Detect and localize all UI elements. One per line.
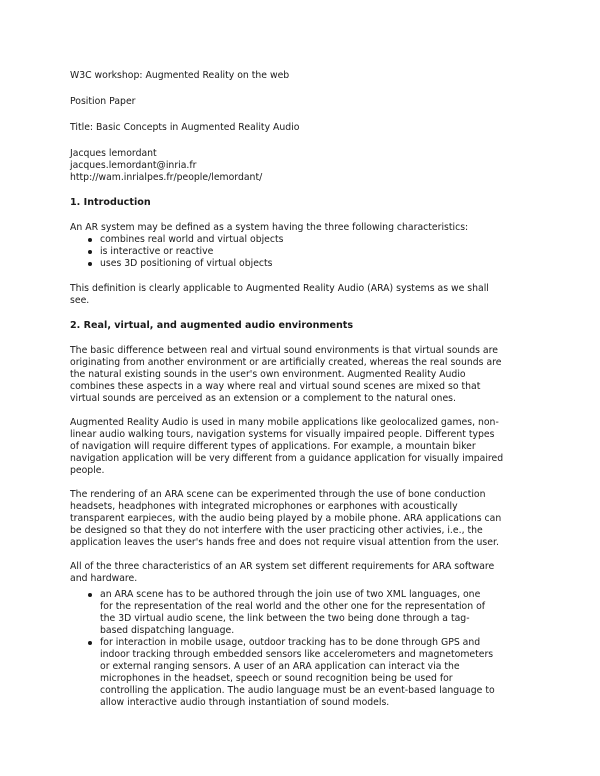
list-item — [100, 589, 540, 637]
text-line: transparent earpieces, with the audio being played by a mobile phone. ARA applications can — [70, 513, 502, 524]
list-item: uses 3D positioning of virtual objects — [100, 258, 540, 270]
text-line: All of the three characteristics of an AR system set different requirements for ARA software — [70, 561, 495, 572]
workshop-line: W3C workshop: Augmented Reality on the web — [70, 70, 290, 81]
author-url: http://wam.inrialpes.fr/people/lemordant/ — [70, 172, 263, 183]
author-name: Jacques lemordant — [70, 148, 157, 159]
text-line: navigation application will be very different from a guidance application for visually impaired — [70, 453, 504, 464]
text-line: see. — [70, 295, 90, 306]
text-line: virtual sounds are perceived as an extension or a complement to the natural ones. — [70, 393, 456, 404]
text-line: the natural existing sounds in the user's own environment. Augmented Reality Audio — [70, 369, 466, 380]
section-heading-introduction: 1. Introduction — [70, 197, 151, 208]
paragraph-environments — [70, 345, 540, 405]
list-item — [100, 637, 540, 709]
text-line: Augmented Reality Audio is used in many mobile applications like geolocalized games, non- — [70, 417, 499, 428]
section-heading-environments: 2. Real, virtual, and augmented audio environments — [70, 320, 354, 331]
text-line: headsets, headphones with integrated microphones or earphones with acoustically — [70, 501, 458, 512]
intro-lead: An AR system may be defined as a system having the three following characteristics: — [70, 222, 469, 233]
text-line: controlling the application. The audio language must be an event-based language to — [100, 685, 495, 696]
text-line: people. — [70, 465, 105, 476]
characteristics-list — [70, 234, 540, 270]
text-line: combines these aspects in a way where real and virtual sound scenes are mixed so that — [70, 381, 481, 392]
text-line: application leaves the user's hands free and does not require visual attention from the user. — [70, 537, 499, 548]
text-line: linear audio walking tours, navigation systems for visually impaired people. Different types — [70, 429, 495, 440]
paragraph-applications — [70, 417, 540, 477]
text-line: for interaction in mobile usage, outdoor tracking has to be done through GPS and — [100, 637, 481, 648]
author-email: jacques.lemordant@inria.fr — [70, 160, 197, 171]
text-line: indoor tracking through embedded sensors like accelerometers and magnetometers — [100, 649, 494, 660]
author-block — [70, 148, 540, 184]
paragraph-rendering — [70, 489, 540, 549]
text-line: an ARA scene has to be authored through the join use of two XML languages, one — [100, 589, 481, 600]
text-line: based dispatching language. — [100, 625, 235, 636]
text-line: originating from another environment or are artificially created, whereas the real sounds are — [70, 357, 502, 368]
text-line: of navigation will require different types of applications. For example, a mountain biker — [70, 441, 476, 452]
text-line: be designed so that they do not interfere with the user practicing other activies, i.e., the — [70, 525, 483, 536]
list-item: is interactive or reactive — [100, 246, 540, 258]
paper-type: Position Paper — [70, 96, 136, 107]
text-line: This definition is clearly applicable to Augmented Reality Audio (ARA) systems as we shall — [70, 283, 489, 294]
text-line: The rendering of an ARA scene can be experimented through the use of bone conduction — [70, 489, 486, 500]
text-line: for the representation of the real world and the other one for the representation of — [100, 601, 486, 612]
text-line: the 3D virtual audio scene, the link between the two being done through a tag- — [100, 613, 470, 624]
paper-title: Title: Basic Concepts in Augmented Reality Audio — [70, 122, 300, 133]
document-page — [70, 70, 540, 709]
text-line: or external ranging sensors. A user of an ARA application can interact via the — [100, 661, 460, 672]
intro-conclusion — [70, 283, 540, 307]
text-line: The basic difference between real and virtual sound environments is that virtual sounds are — [70, 345, 498, 356]
list-item: combines real world and virtual objects — [100, 234, 540, 246]
text-line: and hardware. — [70, 573, 138, 584]
text-line: allow interactive audio through instantiation of sound models. — [100, 697, 390, 708]
paragraph-requirements — [70, 561, 540, 585]
requirements-list — [70, 589, 540, 709]
text-line: microphones in the headset, speech or sound recognition being be used for — [100, 673, 453, 684]
